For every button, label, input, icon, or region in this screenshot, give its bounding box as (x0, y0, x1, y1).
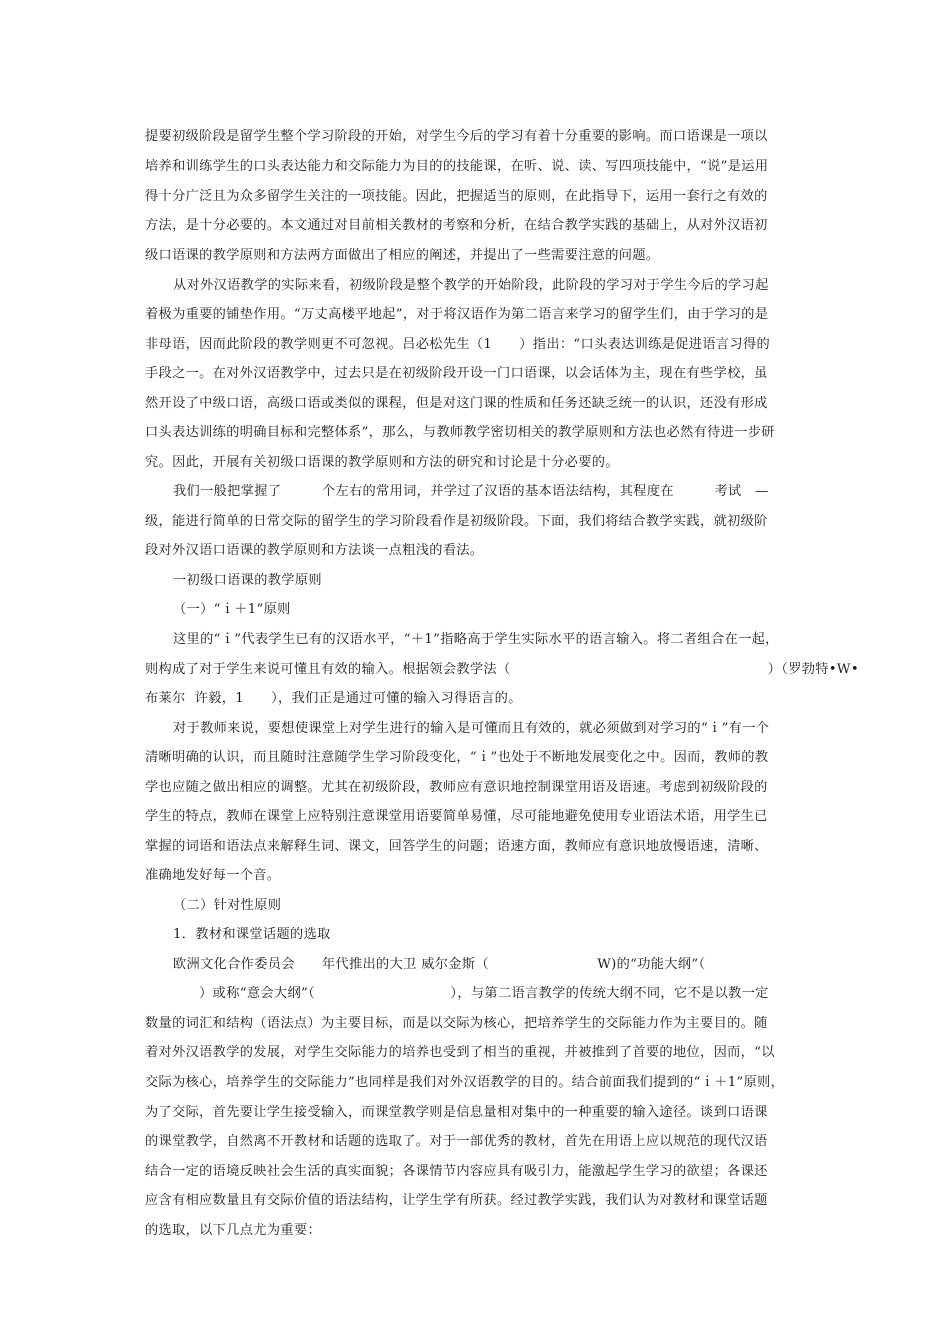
text-line: 清晰明确的认识，而且随时注意随学生学习阶段变化，“ｉ”也处于不断地发展变化之中。因而，教师的教 (145, 750, 769, 765)
text-line: 级口语课的教学原则和方法两方面做出了相应的阐述，并提出了一些需要注意的问题。 (145, 248, 660, 263)
text-line: 这里的“ｉ”代表学生已有的汉语水平，“＋1”指略高于学生实际水平的语言输入。将二者组合在一起， (173, 632, 779, 647)
text-line: 学生的特点，教师在课堂上应特别注意课堂用语要简单易懂，尽可能地避免使用专业语法术语，用学生已 (145, 809, 768, 824)
subsection-heading: （一）“ｉ＋1”原则 (173, 602, 291, 617)
text-line: 对于教师来说，要想使课堂上对学生进行的输入是可懂而且有效的，就必须做到对学习的“ｉ”有一个 (173, 721, 770, 736)
text-line: 究。因此，开展有关初级口语课的教学原则和方法的研究和讨论是十分必要的。 (145, 455, 619, 470)
text-line: 结合一定的语境反映社会生活的真实面貌；各课情节内容应具有吸引力，能激起学生学习的欲望；各课还 (145, 1164, 768, 1179)
subsection-heading: （二）针对性原则 (173, 898, 282, 913)
text-line: 数量的词汇和结构（语法点）为主要目标，而是以交际为核心，把培养学生的交际能力作为主要目的。随 (145, 1016, 768, 1031)
text-line: 学也应随之做出相应的调整。尤其在初级阶段，教师应有意识地控制课堂用语及语速。考虑到初级阶段的 (145, 780, 768, 795)
text-line: 为了交际，首先要让学生接受输入，而课堂教学则是信息量相对集中的一种重要的输入途径。谈到口语课 (145, 1105, 768, 1120)
text-line: 着对外汉语教学的发展，对学生交际能力的培养也受到了相当的重视，并被推到了首要的地位，因而，“以 (145, 1045, 775, 1060)
text-line: 提要初级阶段是留学生整个学习阶段的开始，对学生今后的学习有着十分重要的影响。而口语课是一项以 (145, 129, 768, 144)
text-line: 方法，是十分必要的。本文通过对目前相关教材的考察和分析，在结合教学实践的基础上，从对外汉语初 (145, 218, 768, 233)
subsection-heading: 1．教材和课堂话题的选取 (173, 927, 331, 942)
text-line: 着极为重要的铺垫作用。“万丈高楼平地起”，对于将汉语作为第二语言来学习的留学生们，由于学习的是 (145, 307, 769, 322)
text-line: 布莱尔 许毅，1 ），我们正是通过可懂的输入习得语言的。 (145, 691, 522, 706)
text-line: 欧洲文化合作委员会 年代推出的大卫 威尔金斯（ W)的“功能大纲”（ (173, 957, 706, 972)
text-line: 则构成了对于学生来说可懂且有效的输入。根据领会教学法（ ）（罗勃特•W• (145, 662, 859, 677)
text-line: 然开设了中级口语，高级口语或类似的课程，但是对这门课的性质和任务还缺乏统一的认识，还没有形成 (145, 396, 768, 411)
text-line: 我们一般把掌握了 个左右的常用词，并学过了汉语的基本语法结构，其程度在 考试 — (173, 484, 769, 499)
text-line: 手段之一。在对外汉语教学中，过去只是在初级阶段开设一门口语课，以会话体为主，现在有些学校，虽 (145, 366, 768, 381)
text-line: 交际为核心，培养学生的交际能力”也同样是我们对外汉语教学的目的。结合前面我们提到的“ｉ＋1”原则， (145, 1075, 785, 1090)
text-line: 得十分广泛且为众多留学生关注的一项技能。因此，把握适当的原则，在此指导下，运用一套行之有效的 (145, 189, 768, 204)
section-heading: 一初级口语课的教学原则 (173, 573, 322, 588)
text-line: 口头表达训练的明确目标和完整体系”，那么，与教师教学密切相关的教学原则和方法也必然有待进一步研 (145, 425, 775, 440)
text-line: 非母语，因而此阶段的教学则更不可忽视。吕必松先生（1 ）指出：“口头表达训练是促进语言习得的 (145, 337, 771, 352)
text-line: 的课堂教学，自然离不开教材和话题的选取了。对于一部优秀的教材，首先在用语上应以规范的现代汉语 (145, 1134, 768, 1149)
text-line: 准确地发好每一个音。 (145, 868, 281, 883)
text-line: 段对外汉语口语课的教学原则和方法谈一点粗浅的看法。 (145, 543, 484, 558)
text-line: 从对外汉语教学的实际来看，初级阶段是整个教学的开始阶段，此阶段的学习对于学生今后的学习起 (173, 278, 769, 293)
text-line: ）或称“意会大纲”（ ），与第二语言教学的传统大纲不同，它不是以教一定 (145, 986, 769, 1001)
text-line: 培养和训练学生的口头表达能力和交际能力为目的的技能课，在听、说、读、写四项技能中，“说”是运用 (145, 159, 769, 174)
text-line: 级，能进行简单的日常交际的留学生的学习阶段看作是初级阶段。下面，我们将结合教学实践，就初级阶 (145, 514, 768, 529)
text-line: 的选取，以下几点尤为重要： (145, 1223, 321, 1238)
text-line: 掌握的词语和语法点来解释生词、课文，回答学生的问题；语速方面，教师应有意识地放慢语速，清晰、 (145, 839, 768, 854)
text-line: 应含有相应数量且有交际价值的语法结构，让学生学有所获。经过教学实践，我们认为对教材和课堂话题 (145, 1193, 768, 1208)
